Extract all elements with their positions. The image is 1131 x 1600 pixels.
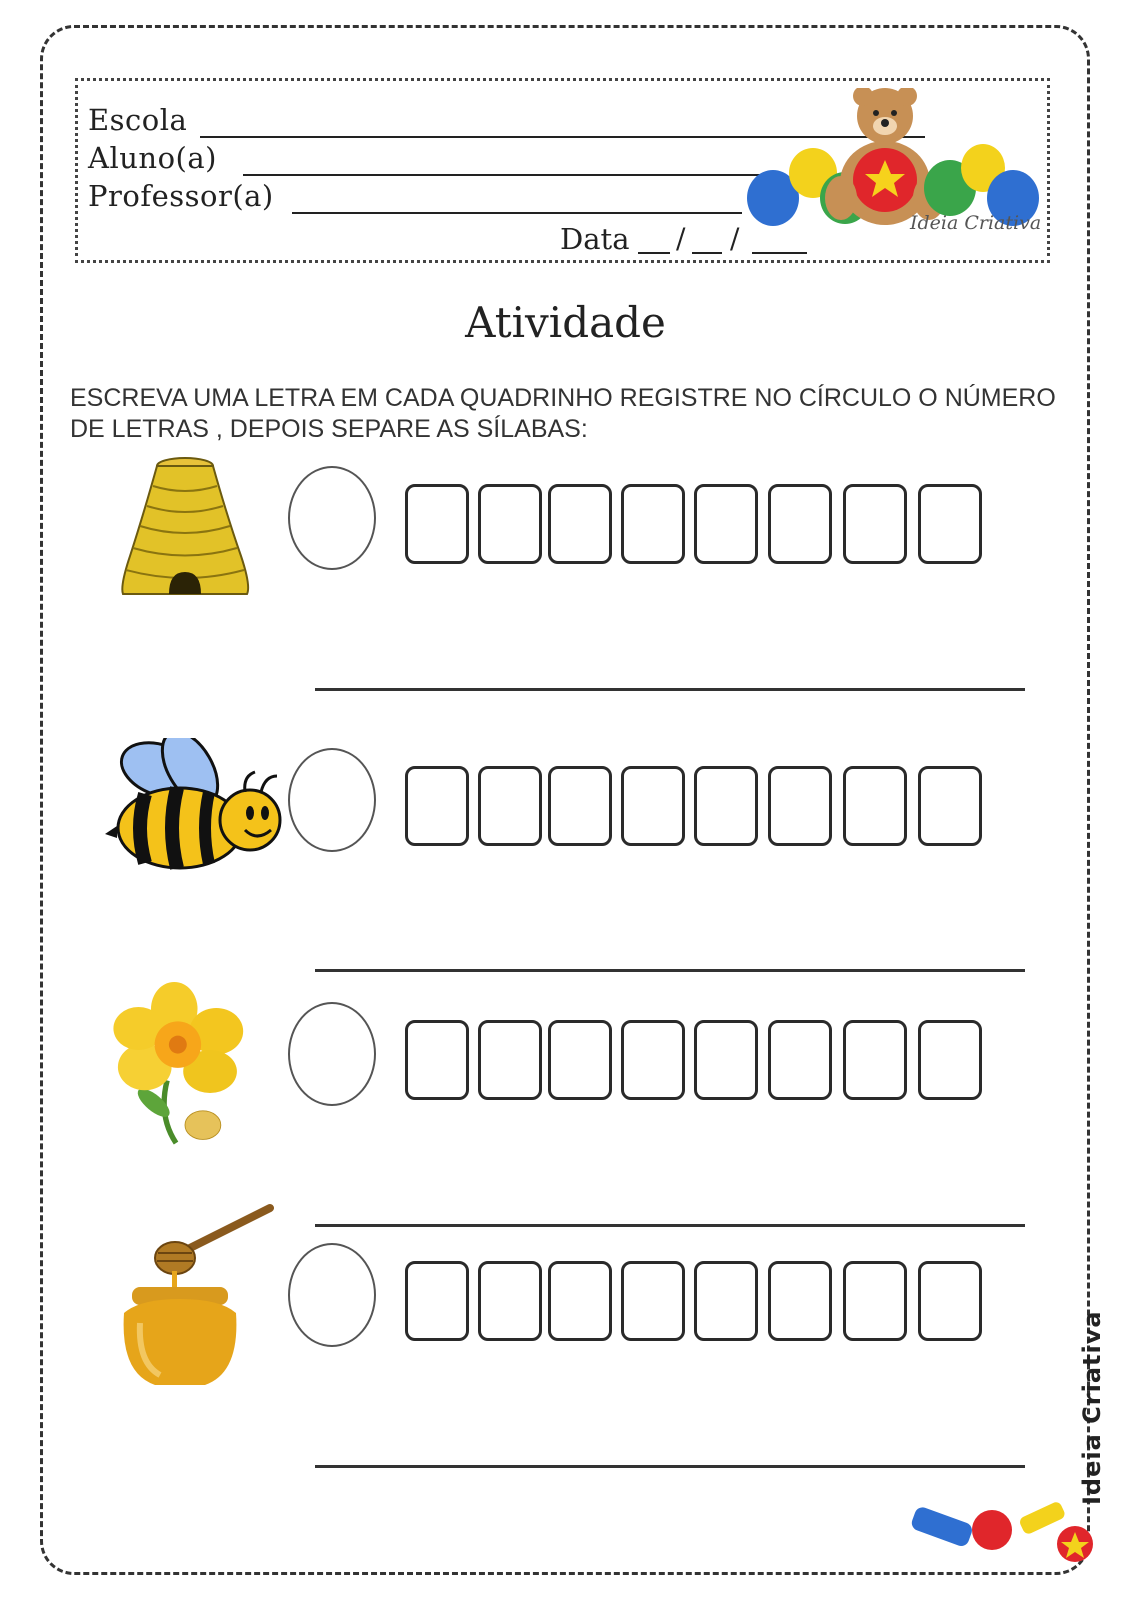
letter-box[interactable] bbox=[918, 766, 982, 846]
letter-box[interactable] bbox=[768, 766, 832, 846]
date-day-field[interactable] bbox=[638, 252, 670, 254]
letter-box[interactable] bbox=[478, 1020, 542, 1100]
date-month-field[interactable] bbox=[692, 252, 722, 254]
honey-jar-icon bbox=[105, 1203, 285, 1403]
letter-box[interactable] bbox=[548, 484, 612, 564]
flower-icon bbox=[95, 982, 275, 1152]
letter-box[interactable] bbox=[843, 766, 907, 846]
letter-box[interactable] bbox=[918, 1261, 982, 1341]
student-field[interactable] bbox=[243, 174, 763, 176]
exercise-row bbox=[0, 1233, 1131, 1493]
letter-box[interactable] bbox=[918, 1020, 982, 1100]
letter-count-circle[interactable] bbox=[288, 1243, 376, 1347]
letter-box[interactable] bbox=[478, 1261, 542, 1341]
letter-box[interactable] bbox=[548, 766, 612, 846]
date-separator: / bbox=[676, 222, 686, 255]
brand-logo: Ideia Criativa bbox=[910, 212, 1042, 234]
letter-box[interactable] bbox=[548, 1261, 612, 1341]
instructions: ESCREVA UMA LETRA EM CADA QUADRINHO REGISTRE NO CÍRCULO O NÚMERO DE LETRAS , DEPOIS SEPARE AS SÍLABAS: bbox=[70, 384, 1056, 443]
letter-box[interactable] bbox=[918, 484, 982, 564]
teacher-field[interactable] bbox=[292, 212, 742, 214]
letter-box[interactable] bbox=[843, 484, 907, 564]
syllable-line[interactable] bbox=[315, 969, 1025, 972]
school-label: Escola bbox=[88, 103, 188, 137]
syllable-line[interactable] bbox=[315, 1224, 1025, 1227]
letter-box[interactable] bbox=[694, 484, 758, 564]
letter-box[interactable] bbox=[694, 766, 758, 846]
letter-count-circle[interactable] bbox=[288, 1002, 376, 1106]
letter-box[interactable] bbox=[405, 766, 469, 846]
letter-box[interactable] bbox=[478, 766, 542, 846]
exercise-row bbox=[0, 456, 1131, 716]
syllable-line[interactable] bbox=[315, 688, 1025, 691]
date-year-field[interactable] bbox=[752, 252, 807, 254]
teacher-label: Professor(a) bbox=[88, 179, 274, 213]
letter-box[interactable] bbox=[843, 1261, 907, 1341]
date-separator: / bbox=[730, 222, 740, 255]
letter-box[interactable] bbox=[405, 1261, 469, 1341]
letter-box[interactable] bbox=[768, 1020, 832, 1100]
letter-box[interactable] bbox=[843, 1020, 907, 1100]
student-label: Aluno(a) bbox=[88, 141, 217, 175]
syllable-line[interactable] bbox=[315, 1465, 1025, 1468]
letter-box[interactable] bbox=[548, 1020, 612, 1100]
letter-count-circle[interactable] bbox=[288, 466, 376, 570]
letter-box[interactable] bbox=[621, 1261, 685, 1341]
beehive-icon bbox=[95, 456, 275, 626]
letter-count-circle[interactable] bbox=[288, 748, 376, 852]
letter-box[interactable] bbox=[478, 484, 542, 564]
letter-box[interactable] bbox=[694, 1261, 758, 1341]
letter-box[interactable] bbox=[405, 484, 469, 564]
letter-box[interactable] bbox=[621, 484, 685, 564]
letter-box[interactable] bbox=[694, 1020, 758, 1100]
letter-box[interactable] bbox=[768, 484, 832, 564]
exercise-row bbox=[0, 738, 1131, 998]
letter-box[interactable] bbox=[621, 766, 685, 846]
letter-box[interactable] bbox=[621, 1020, 685, 1100]
side-brand: Ideia Criativa bbox=[1078, 1310, 1106, 1505]
letter-box[interactable] bbox=[405, 1020, 469, 1100]
page-title: Atividade bbox=[465, 298, 666, 347]
crayons-apples-illustration bbox=[910, 1492, 1095, 1572]
letter-box[interactable] bbox=[768, 1261, 832, 1341]
bee-icon bbox=[105, 738, 285, 908]
date-label: Data bbox=[560, 222, 630, 256]
